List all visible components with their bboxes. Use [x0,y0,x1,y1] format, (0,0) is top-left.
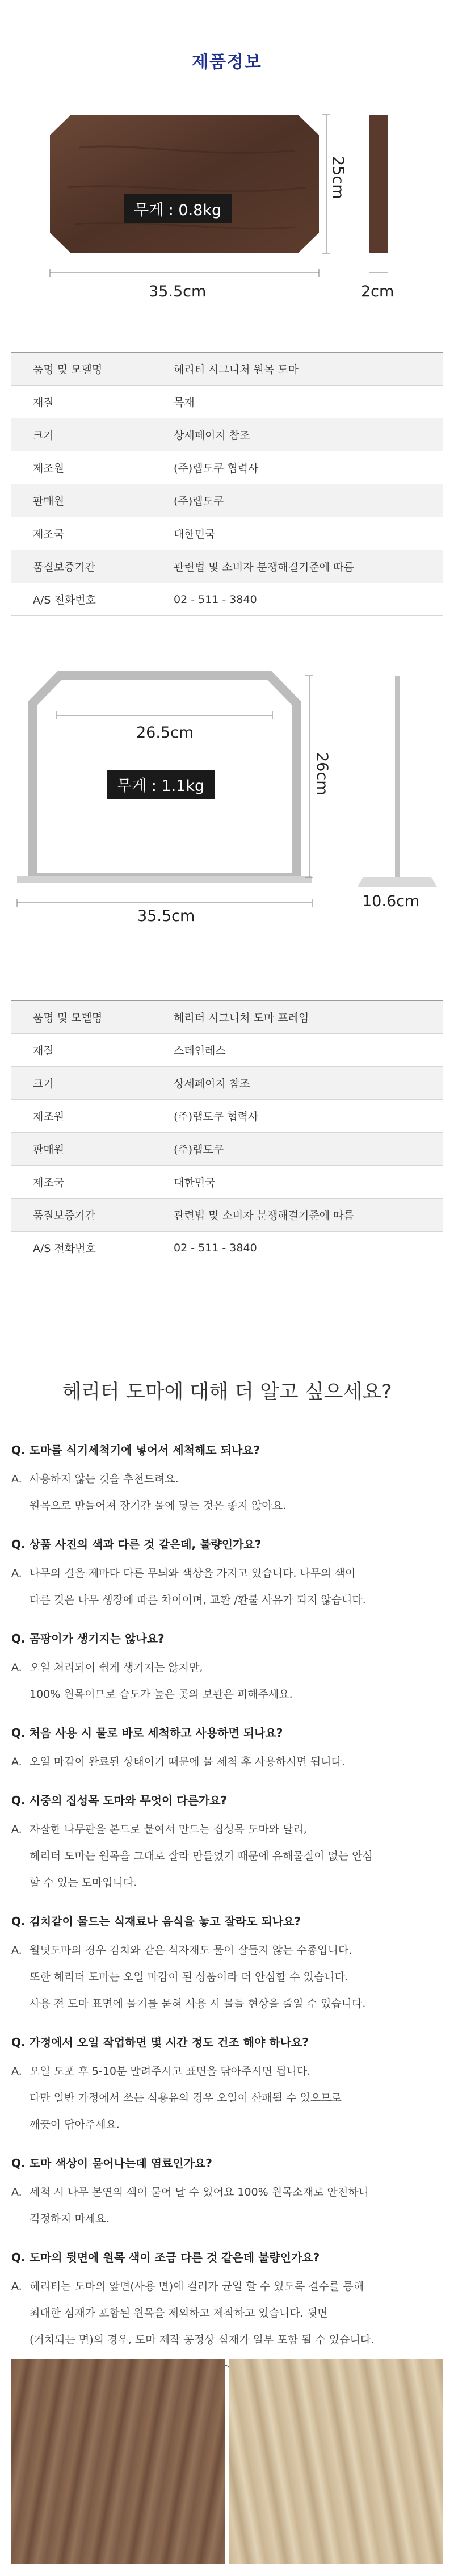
spec-value: 대한민국 [174,1166,443,1199]
faq-question: Q. 처음 사용 시 물로 바로 세척하고 사용하면 되나요? [11,1726,283,1740]
answer-prefix: A. [11,1567,22,1580]
spec-row [11,386,443,418]
spec-value: 목재 [174,386,443,418]
spec-value: (주)랩도쿠 협력사 [174,451,443,484]
spec-key: 품질보증기간 [11,550,174,583]
faq-item [11,1536,443,1614]
width-label: 35.5cm [149,283,207,300]
spec-row [11,1232,443,1264]
faq-question: Q. 김치같이 물드는 식재료나 음식을 놓고 잘라도 되나요? [11,1915,301,1928]
spec-key: A/S 전화번호 [11,1232,174,1264]
faq-answer-line: 100% 원목이므로 습도가 높은 곳의 보관은 피해주세요. [30,1688,293,1700]
spec-key: 품명 및 모델명 [11,353,174,386]
spec-value: 헤리터 시그니처 원목 도마 [174,353,443,386]
spec-value: (주)랩도쿠 [174,1133,443,1166]
spec-value: 대한민국 [174,517,443,550]
spec-value: 관련법 및 소비자 분쟁해결기준에 따름 [174,1199,443,1232]
spec-key: 제조원 [11,1100,174,1133]
faq-title: 헤리터 도마에 대해 더 알고 싶으세요? [62,1381,392,1404]
faq-answer-line: 오일 마감이 완료된 상태이기 때문에 물 세척 후 사용하시면 됩니다. [30,1756,345,1768]
walnut-grain-photo [11,2359,225,2564]
weight-tag: 무게 : 0.8kg [124,194,232,223]
faq-answer [11,1937,443,2017]
answer-prefix: A. [11,2065,22,2077]
spec-key: 재질 [11,386,174,418]
frame-base [17,876,312,883]
faq-question: Q. 도마 색상이 묻어나는데 염료인가요? [11,2156,212,2170]
faq-answer-line: 세척 시 나무 본연의 색이 묻어 날 수 있어요 100% 원목소재로 안전하니 [30,2186,369,2198]
spec-key: A/S 전화번호 [11,583,174,616]
faq-answer-line: 오일 도포 후 5-10분 말려주시고 표면을 닦아주시면 됩니다. [30,2065,311,2077]
product2-figure [0,653,454,925]
product1-figure [0,102,454,324]
spec-row [11,1001,443,1034]
faq-answer-line: 다만 일반 가정에서 쓰는 식용유의 경우 오일이 산패될 수 있으므로 [30,2092,342,2104]
faq-answer-line: 헤리터 도마는 원목을 그대로 잘라 만들었기 때문에 유해물질이 없는 안심 [30,1850,373,1862]
spec-row [11,418,443,451]
faq-answer [11,1816,443,1896]
spec-value: 02 - 511 - 3840 [174,583,443,616]
answer-prefix: A. [11,1756,22,1768]
page-title: 제품정보 [192,52,262,72]
spec-value: (주)랩도쿠 협력사 [174,1100,443,1133]
spec-key: 제조국 [11,517,174,550]
answer-prefix: A. [11,1661,22,1674]
spec-value: 관련법 및 소비자 분쟁해결기준에 따름 [174,550,443,583]
spec-value: 상세페이지 참조 [174,1067,443,1100]
spec-row [11,1034,443,1067]
spec-value: 02 - 511 - 3840 [174,1232,443,1264]
faq-answer-line: 사용하지 않는 것을 추천드려요. [30,1473,179,1485]
height-label: 25cm [329,156,347,199]
spec-key: 크기 [11,418,174,451]
depth-label: 2cm [361,283,394,300]
spec-row [11,1133,443,1166]
faq-answer-line: 최대한 심재가 포함된 원목을 제외하고 제작하고 있습니다. 뒷면 [30,2307,328,2319]
faq-question: Q. 도마의 뒷면에 원목 색이 조금 다른 것 같은데 불량인가요? [11,2251,320,2264]
faq-question: Q. 상품 사진의 색과 다른 것 같은데, 불량인가요? [11,1538,262,1551]
spec-key: 품명 및 모델명 [11,1001,174,1034]
spec-value: 헤리터 시그니처 도마 프레임 [174,1001,443,1034]
faq-answer-line: 깨끗이 닦아주세요. [30,2118,120,2131]
answer-prefix: A. [11,2280,22,2293]
answer-prefix: A. [11,2186,22,2198]
spec-key: 재질 [11,1034,174,1067]
faq-list [11,1442,443,2397]
spec-key: 크기 [11,1067,174,1100]
faq-question: Q. 도마를 식기세척기에 넣어서 세척해도 되나요? [11,1443,260,1457]
faq-answer [11,2179,443,2232]
board-front [50,115,319,253]
faq-question: Q. 시중의 집성목 도마와 무엇이 다른가요? [11,1794,228,1807]
spec-value: (주)랩도쿠 [174,484,443,517]
faq-item [11,1913,443,2017]
faq-item [11,1725,443,1775]
spec-key: 판매원 [11,484,174,517]
spec-row [11,1166,443,1199]
faq-answer-line: (거치되는 면)의 경우, 도마 제작 공정상 심재가 일부 포함 될 수 있습니다. [30,2334,375,2346]
spec-row [11,1199,443,1232]
spec-key: 품질보증기간 [11,1199,174,1232]
faq-answer-line: 나무의 결을 제마다 다른 무늬와 색상을 가지고 있습니다. 나무의 색이 [30,1567,356,1580]
product1-spec-table [11,352,443,616]
faq-item [11,2034,443,2138]
frame-side-post [395,676,400,877]
spec-key: 판매원 [11,1133,174,1166]
faq-answer-line: 걱정하지 마세요. [30,2213,110,2225]
frame-drawing [0,653,454,920]
spec-key: 제조국 [11,1166,174,1199]
faq-answer [11,1654,443,1708]
faq-answer-line: 자잘한 나무판을 본드로 붙여서 만드는 집성목 도마와 달리, [30,1823,307,1836]
height-label: 26cm [313,752,331,795]
faq-item [11,1792,443,1896]
weight-tag: 무게 : 1.1kg [107,770,215,799]
faq-answer-line: 또한 헤리터 도마는 오일 마감이 된 상품이라 더 안심할 수 있습니다. [30,1971,348,1983]
faq-answer-line: 헤리터는 도마의 앞면(사용 면)에 컬러가 균일 할 수 있도록 결수를 통해 [30,2280,364,2293]
faq-question: Q. 가정에서 오일 작업하면 몇 시간 정도 건조 해야 하나요? [11,2035,309,2049]
wood-photos [11,2359,443,2564]
light-wood-grain-photo [229,2359,443,2564]
faq-answer [11,1749,443,1775]
spec-row [11,451,443,484]
answer-prefix: A. [11,1823,22,1836]
spec-value: 스테인레스 [174,1034,443,1067]
faq-answer-line: 사용 전 도마 표면에 물기를 묻혀 사용 시 물들 현상을 줄일 수 있습니다. [30,1997,366,2010]
spec-row [11,1067,443,1100]
board-side [369,115,388,253]
faq-answer-line: 할 수 있는 도마입니다. [30,1876,137,1889]
answer-prefix: A. [11,1473,22,1485]
inner-width-label: 26.5cm [136,724,194,742]
faq-item [11,1631,443,1708]
frame-side-base [358,877,437,887]
product2-spec-table [11,1000,443,1264]
faq-answer [11,1560,443,1614]
faq-answer-line: 원목으로 만들어져 장기간 물에 닿는 것은 좋지 않아요. [30,1499,287,1512]
faq-item [11,1442,443,1519]
faq-item [11,2155,443,2232]
width-label: 35.5cm [137,907,195,925]
spec-row [11,583,443,616]
spec-key: 제조원 [11,451,174,484]
spec-row [11,484,443,517]
faq-answer-line: 월넛도마의 경우 김치와 같은 식자재도 물이 잘들지 않는 수종입니다. [30,1944,352,1957]
faq-answer [11,1466,443,1519]
depth-label: 10.6cm [362,893,420,910]
faq-answer-line: 다른 것은 나무 생장에 따른 차이이며, 교환 /환불 사유가 되지 않습니다. [30,1594,366,1606]
faq-answer-line: 오일 처리되어 쉽게 생기지는 않지만, [30,1661,203,1674]
faq-question: Q. 곰팡이가 생기지는 않나요? [11,1632,165,1645]
spec-row [11,1100,443,1133]
faq-answer [11,2058,443,2138]
spec-value: 상세페이지 참조 [174,418,443,451]
answer-prefix: A. [11,1944,22,1957]
spec-row [11,550,443,583]
spec-row [11,353,443,386]
spec-row [11,517,443,550]
